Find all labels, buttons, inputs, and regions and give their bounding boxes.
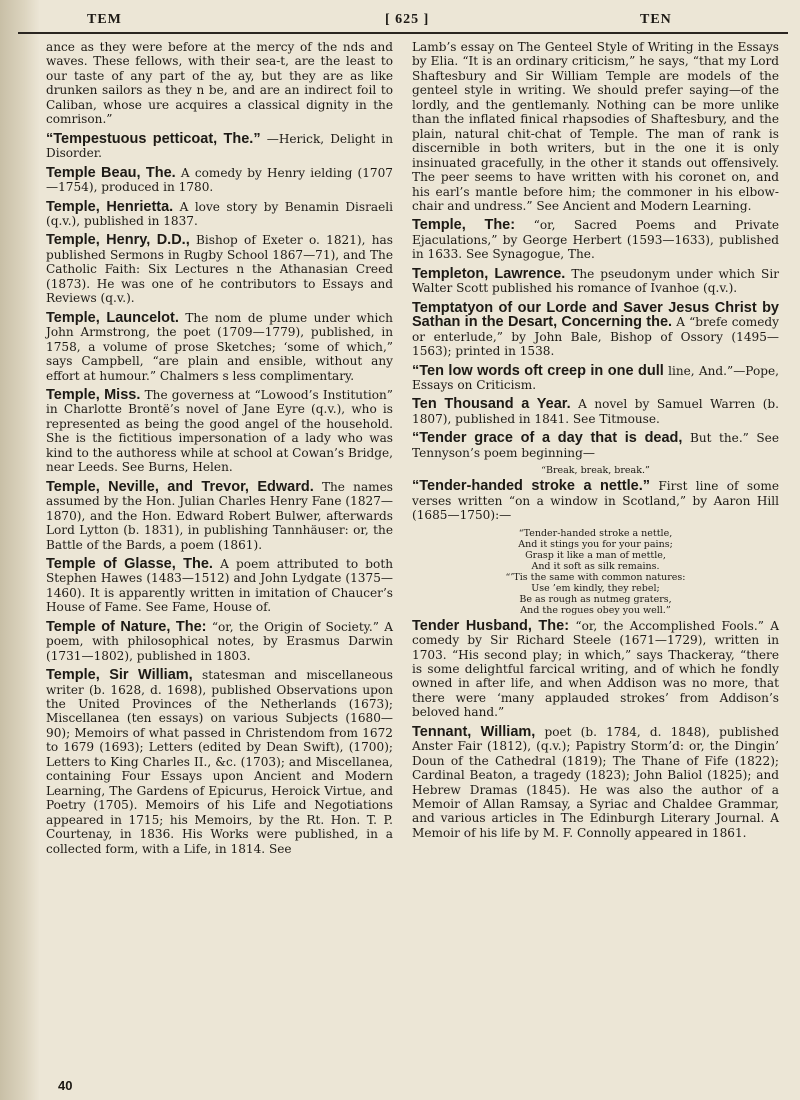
entry-text: “or, Sacred Poems and Private Ejaculations,” by George Herbert (1593—1633), published in 1633. See Synagogue, The. — [412, 218, 779, 262]
entry-text: statesman and miscellaneous writer (b. 1628, d. 1698), published Observations upon the United Provinces of the Netherlands (1673); Miscellanea (ten essays) on various Subjects (1680—90); Memoirs of what passed in Christendom from 1672 to 1679 (1693); Letters (edited by Dean Swift), (1700); Letters to King Charles II., &c. (1703); and Miscellanea, containing Four Essays upon Ancient and Modern Learning, The Gardens of Epicurus, Heroick Virtue, and Poetry (1705). Memoirs of his Life and Negotiations appeared in 1715; his Memoirs, by the Rt. Hon. T. P. Courtenay, in 1836. His Works were published, in a collected form, with a Life, in 1814. See — [46, 668, 393, 856]
page-number: 40 — [58, 1078, 73, 1093]
running-header — [0, 8, 800, 34]
entry-headword: Temple of Glasse, The. — [46, 555, 213, 572]
entry-headword: “Tender-handed stroke a nettle.” — [412, 478, 650, 495]
dictionary-entry — [412, 619, 779, 720]
dictionary-entry — [46, 557, 393, 615]
entry-headword: Temple, Henry, D.D., — [46, 232, 190, 249]
entry-headword: Tennant, William, — [412, 723, 536, 740]
verse-quotation — [412, 465, 779, 476]
header-right-guide-word: TEN — [640, 12, 672, 27]
entry-headword: Temple of Nature, The: — [46, 618, 207, 635]
entry-text: A novel by Samuel Warren (b. 1807), published in 1841. See Titmouse. — [412, 397, 779, 426]
entry-headword: Temple, The: — [412, 217, 516, 234]
entry-text: The governess at “Lowood’s Institution” in Charlotte Brontë’s novel of Jane Eyre (q.v.), who is represented as being the good angel of the household. She is the fictitious impersonation of a lady who was kind to the authoress while at school at Cowan’s Bridge, near Leeds. See Burns, Helen. — [46, 387, 393, 475]
verse-line: “’Tis the same with common natures: — [505, 571, 686, 583]
entry-headword: Templeton, Lawrence. — [412, 265, 566, 282]
verse-line: Use ’em kindly, they rebel; — [531, 582, 660, 594]
entry-text: —Herick, Delight in Disorder. — [46, 131, 393, 161]
dictionary-entry — [412, 431, 779, 460]
dictionary-entry — [46, 311, 393, 383]
entry-headword: “Ten low words oft creep in one dull — [412, 362, 664, 379]
left-column — [46, 40, 393, 861]
entry-headword: Temple, Launcelot. — [46, 309, 179, 326]
entry-text: A “brefe comedy or enterlude,” by John Bale, Bishop of Ossory (1495—1563); printed in 1538. — [412, 315, 779, 359]
verse-line: And it stings you for your pains; — [518, 538, 673, 550]
header-page-number: [ 625 ] — [385, 12, 430, 27]
entry-headword: Tender Husband, The: — [412, 617, 570, 634]
entry-headword: Temple Beau, The. — [46, 164, 176, 181]
entry-text: ance as they were before at the mercy of the nds and waves. These fellows, with their sea-t, are the least to our taste of any part of the ay, but they are as like drunken sailors as they n be, and are an indirect foil to Caliban, whose ure acquires a classical dignity in the comrison.” — [46, 40, 393, 127]
entry-text: The nom de plume under which John Armstrong, the poet (1709—1779), published, in 1758, a volume of prose Sketches; ‘some of which,” says Campbell, “are plain and ensible, without any effort at humour.” Chalmers s less complimentary. — [46, 310, 393, 383]
entry-headword: Temptatyon of our Lorde and Saver Jesus Christ by Sathan in the Desart, Concerning the. — [412, 299, 779, 331]
entry-headword: “Tempestuous petticoat, The.” — [46, 130, 261, 147]
dictionary-entry — [412, 301, 779, 359]
entry-text: A comedy by Henry ielding (1707—1754), produced in 1780. — [46, 165, 393, 195]
dictionary-entry — [412, 218, 779, 261]
dictionary-entry — [412, 40, 779, 213]
dictionary-entry — [46, 668, 393, 856]
dictionary-entry — [46, 620, 393, 663]
verse-line: “Break, break, break.” — [541, 465, 650, 477]
entry-headword: “Tender grace of a day that is dead, — [412, 430, 683, 447]
entry-text: A love story by Benamin Disraeli (q.v.), published in 1837. — [46, 199, 394, 228]
dictionary-entry — [46, 480, 393, 552]
dictionary-entry — [46, 200, 393, 229]
dictionary-entry — [412, 267, 779, 296]
verse-line: And the rogues obey you well.” — [520, 604, 671, 616]
entry-text: poet (b. 1784, d. 1848), published Anster Fair (1812), (q.v.); Papistry Storm’d: or, the Dingin’ Doun of the Cathedral (1819); The Thane of Fife (1822); Cardinal Beaton, a tragedy (1823); John Baliol (1825); and Hebrew Dramas (1845). He was also the author of a Memoir of Allan Ramsay, a Syriac and Chaldee Grammar, and various articles in The Edinburgh Literary Journal. A Memoir of his life by M. F. Connolly appeared in 1861. — [412, 724, 779, 840]
entry-headword: Temple, Miss. — [46, 386, 141, 403]
entry-text: Lamb’s essay on The Genteel Style of Writing in the Essays by Elia. “It is an ordinary criticism,” he says, “that my Lord Shaftesbury and Sir William Temple are models of the genteel style in writing. We should prefer saying—of the lordly, and the gentlemanly. Nothing can be more unlike than the inflated finical rhapsodies of Shaftesbury, and the plain, natural chit-chat of Temple. The man of rank is discernible in both writers, but in the one it is only insinuated gracefully, in the other it stands out offensively. The peer seems to have written with his coronet on, and his earl’s mantle before him; the commoner in his elbow-chair and undress.” See Ancient and Modern Learning. — [412, 40, 779, 213]
dictionary-entry — [46, 388, 393, 475]
entry-text: “or, the Origin of Society.” A poem, with philosophical notes, by Erasmus Darwin (1731—1802), published in 1803. — [46, 619, 393, 663]
verse-line: Grasp it like a man of mettle, — [525, 549, 666, 561]
book-spine-shadow — [0, 0, 40, 1100]
right-column — [412, 40, 779, 845]
verse-line: And it soft as silk remains. — [531, 560, 660, 572]
entry-text: Bishop of Exeter o. 1821), has published Sermons in Rugby School 1867—71), and The Catholic Faith: Six Lectures n the Athanasian Creed (1873). He was one of he contributors to Essays and Reviews (q.v.). — [46, 233, 393, 306]
verse-line: Be as rough as nutmeg graters, — [519, 593, 672, 605]
entry-text: line, And.”—Pope, Essays on Criticism. — [412, 363, 779, 392]
dictionary-entry — [46, 166, 393, 195]
entry-text: The pseudonym under which Sir Walter Scott published his romance of Ivanhoe (q.v.). — [412, 266, 779, 296]
dictionary-entry — [412, 479, 779, 522]
entry-headword: Temple, Henrietta. — [46, 198, 174, 215]
dictionary-entry — [46, 233, 393, 305]
verse-line: “Tender-handed stroke a nettle, — [518, 527, 673, 539]
header-left-guide-word: TEM — [87, 12, 122, 27]
verse-quotation — [412, 528, 779, 616]
dictionary-entry — [46, 132, 393, 161]
dictionary-entry — [46, 40, 393, 127]
entry-text: “or, the Accomplished Fools.” A comedy by Sir Richard Steele (1671—1729), written in 1703. “His second play; in which,” says Thackeray, “there is some delightful farcical writing, and of which he fondly owned in after life, and when Addison was no more, that there were ‘many applauded strokes’ from Addison’s beloved hand.” — [412, 618, 779, 720]
dictionary-entry — [412, 397, 779, 426]
entry-headword: Temple, Sir William, — [46, 667, 193, 684]
dictionary-entry — [412, 364, 779, 393]
entry-text: First line of some verses written “on a window in Scotland,” by Aaron Hill (1685—1750):— — [412, 479, 779, 523]
entry-text: But the.” See Tennyson’s poem beginning— — [412, 431, 779, 460]
header-rule — [18, 32, 788, 34]
entry-text: A poem attributed to both Stephen Hawes (1483—1512) and John Lydgate (1375—1460). It is apparently written in imitation of Chaucer’s House of Fame. See Fame, House of. — [46, 556, 393, 615]
entry-headword: Ten Thousand a Year. — [412, 396, 571, 413]
entry-text: The names assumed by the Hon. Julian Charles Henry Fane (1827—1870), and the Hon. Edward Robert Bulwer, afterwards Lord Lytton (b. 1831), in publishing Tannhäuser: or, the Battle of the Bards, a poem (1861). — [46, 479, 393, 552]
dictionary-entry — [412, 725, 779, 841]
entry-headword: Temple, Neville, and Trevor, Edward. — [46, 478, 314, 495]
